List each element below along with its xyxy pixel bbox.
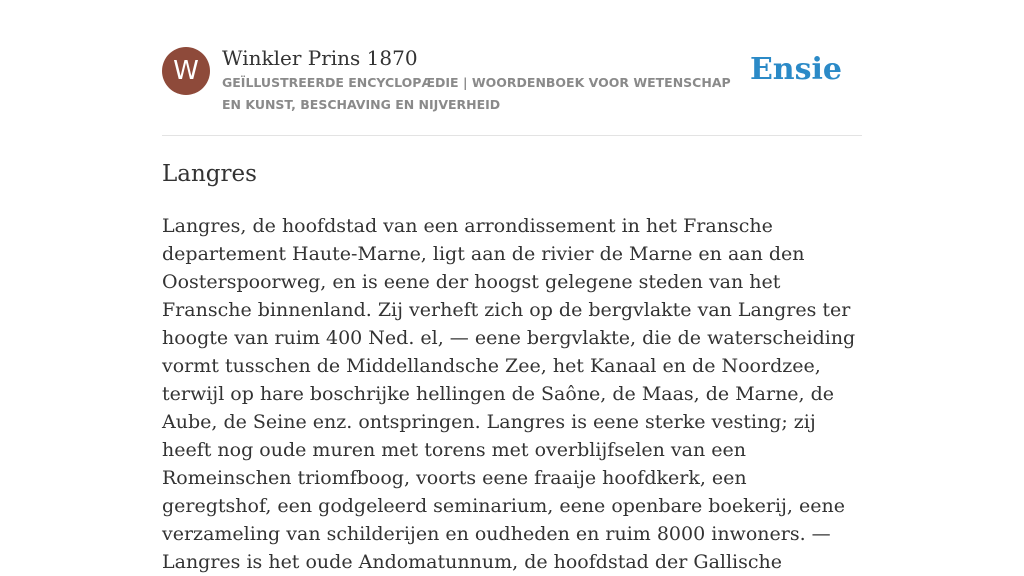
source-header — [162, 46, 862, 136]
entry-body: Langres, de hoofdstad van een arrondissement in het Fransche departement Haute-Marne, ligt aan de rivier de Marne en aan den Oosterspoorweg, en is eene der hoogst gelegene steden van het Fransche binnenland. Zij verheft zich op de bergvlakte van Langres ter hoogte van ruim 400 Ned. el, — eene bergvlakte, die de waterscheiding vormt tusschen de Middellandsche Zee, het Kanaal en de Noordzee, terwijl op hare boschrijke hellingen de Saône, de Maas, de Marne, de Aube, de Seine enz. ontspringen. Langres is eene sterke vesting; zij heeft nog oude muren met torens met overblijfselen van een Romeinschen triomfboog, voorts eene fraaije hoofdkerk, een geregtshof, een godgeleerd seminarium, eene openbare boekerij, eene verzameling van schilderijen en oudheden en ruim 8000 inwoners. — Langres is het oude Andomatunnum, de hoofdstad der Gallische — [162, 215, 856, 573]
source-title[interactable]: Winkler Prins 1870 — [222, 46, 418, 70]
source-subtitle: GEÏLLUSTREERDE ENCYCLOPÆDIE | WOORDENBOEK VOOR WETENSCHAP EN KUNST, BESCHAVING EN NIJVERHEID — [222, 75, 731, 112]
source-avatar[interactable]: W — [162, 47, 210, 95]
brand-logo-link[interactable]: Ensie — [749, 52, 842, 87]
entry-title: Langres — [162, 161, 257, 187]
